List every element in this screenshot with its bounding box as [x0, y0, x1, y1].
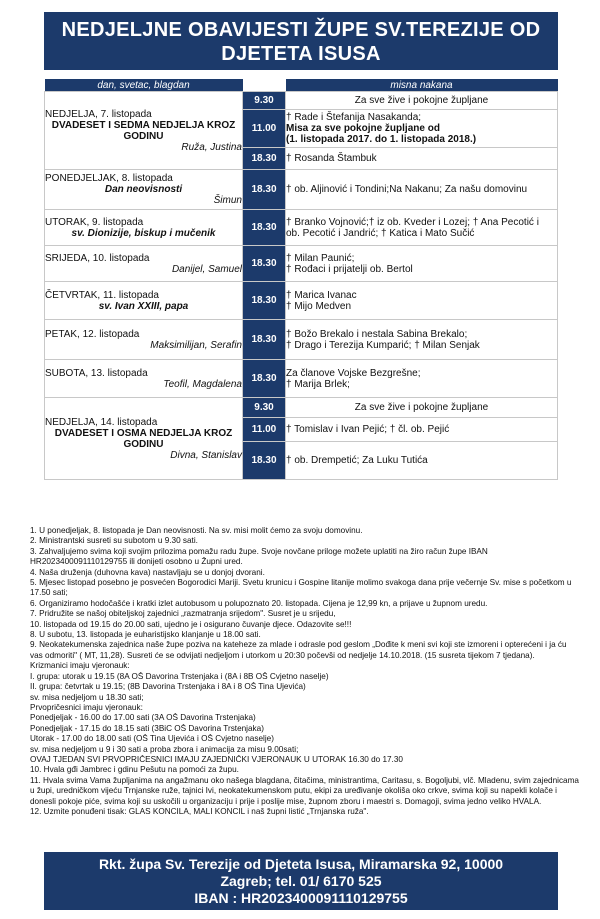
intention-line: ob. Pecotić i Jandrić; † Katica i Mato Sučić	[286, 227, 475, 239]
announcement-line: II. grupa: četvrtak u 19.15; (8B Davorina Trstenjaka i 8A i 8 OŠ Tina Ujevića)	[30, 682, 306, 692]
mass-time: 18.30	[243, 170, 286, 210]
mass-row	[45, 282, 558, 320]
intention-line: † Marica Ivanac	[286, 289, 357, 301]
mass-row	[45, 320, 558, 360]
day-cell	[45, 282, 243, 320]
mass-intention	[286, 110, 558, 148]
announcement-line: 1. U ponedjeljak, 8. listopada je Dan neovisnosti. Na sv. misi molit ćemo za svoju domovinu.	[30, 526, 363, 535]
intention-line: † Branko Vojnović;† iz ob. Kveder i Lozej; † Ana Pecotić i	[286, 216, 539, 228]
mass-time: 18.30	[243, 282, 286, 320]
intention-line: † Božo Brekalo i nestala Sabina Brekalo;	[286, 328, 468, 340]
mass-schedule-table	[44, 79, 558, 480]
mass-intention	[286, 282, 558, 320]
day-cell	[45, 398, 243, 480]
col-header-day: dan, svetac, blagdan	[45, 79, 243, 92]
day-saint: Šimun	[213, 195, 242, 206]
mass-time: 11.00	[243, 418, 286, 442]
announcement-line: OVAJ TJEDAN SVI PRVOPRIČESNICI IMAJU ZAJEDNIČKI VJERONAUK U UTORAK 16.30 do 17.30	[30, 754, 403, 764]
intention-line: † Milan Paunić;	[286, 252, 355, 264]
footer-phone: Zagreb; tel. 01/ 6170 525	[220, 873, 382, 889]
bulletin-title	[44, 12, 558, 70]
day-saint: Divna, Stanislav	[170, 449, 242, 461]
day-name: PETAK, 12. listopada	[45, 328, 140, 340]
announcement-line: vas odmoriti" ( MT, 11,28). Susreti će se odvijati nedjeljom i utorkom u 20:30 počevši od nedjelje 14.10.2018. (15 susreta tijekom 7 tjedana).	[30, 650, 535, 660]
day-name: SUBOTA, 13. listopada	[45, 367, 148, 379]
announcement-line: Ponedjeljak - 17.15 do 18.15 sati (3BiC OŠ Davorina Trstenjaka)	[30, 723, 264, 733]
day-saint: Teofil, Magdalena	[163, 378, 242, 390]
day-feast: DVADESET I SEDMA NEDJELJA KROZ GODINU	[51, 119, 236, 142]
mass-intention	[286, 442, 558, 480]
mass-intention	[286, 92, 558, 110]
intention-line: † Drago i Terezija Kumparić; † Milan Senjak	[286, 339, 480, 351]
footer-iban: IBAN : HR2023400091110129755	[194, 890, 408, 906]
announcement-line: 10. listopada od 19.15 do 20.00 sati, ujedno je i osigurano čuvanje djece. Odazovite se!!!	[30, 619, 352, 629]
announcement-line: sv. misa nedjeljom u 18.30 sati;	[30, 692, 144, 702]
parish-footer	[44, 852, 558, 910]
intention-line: Za sve žive i pokojne župljane	[354, 402, 489, 413]
day-feast: DVADESET I OSMA NEDJELJA KROZ GODINU	[54, 427, 233, 450]
day-name: UTORAK, 9. listopada	[45, 216, 144, 228]
day-feast: sv. Ivan XXIII, papa	[98, 300, 189, 312]
mass-time: 18.30	[243, 320, 286, 360]
mass-row	[45, 170, 558, 210]
day-name: ČETVRTAK, 11. listopada	[45, 289, 159, 301]
announcement-line: 3. Zahvaljujemo svima koji svojim prilozima pomažu radu župe. Svoje novčane priloge možete uplatiti na žiro račun župe IBAN	[30, 546, 488, 556]
mass-time: 18.30	[243, 442, 286, 480]
mass-row	[45, 398, 558, 418]
intention-line: Misa za sve pokojne župljane od	[286, 123, 440, 134]
announcement-line: Utorak - 17.00 do 18.00 sati (OŠ Tina Ujevića i OŠ Cvjetno naselje)	[30, 734, 274, 744]
announcement-line: HR2023400091110129755 ili donijeti osobno u Župni ured.	[30, 557, 243, 567]
mass-time: 18.30	[243, 246, 286, 282]
announcement-line: 6. Organiziramo hodočašće i kratki izlet autobusom u polupoznato 20. listopada. Cijena je 12,99 kn, a prijave u župnom uredu.	[30, 598, 488, 608]
day-cell	[45, 246, 243, 282]
intention-line: † Tomislav i Ivan Pejić; † čl. ob. Pejić	[286, 424, 450, 435]
announcement-line: 17.50 sati;	[30, 588, 68, 598]
intention-line: † Rade i Štefanija Nasakanda;	[286, 112, 422, 123]
day-name: NEDJELJA, 7. listopada	[45, 108, 152, 120]
intention-line: † ob. Aljinović i Tondini;Na Nakanu; Za našu domovinu	[286, 184, 528, 195]
announcement-line: u župi, uredničkom vijeću Trnjanske ruže, tajnici Ivi, neokatekumenskom putu, ekipi za uređivanje okoliša oko crkve, svima koji su napekli kolače i	[30, 786, 557, 796]
announcement-line: 5. Mjesec listopad posebno je posvećen Bogorodici Mariji. Svetu krunicu i Gospine litanije molimo svakoga dana prije večernje Sv. mise s početkom u	[30, 578, 572, 588]
day-name: PONEDJELJAK, 8. listopada	[45, 173, 173, 184]
col-header-intent: misna nakana	[286, 79, 558, 92]
day-cell	[45, 92, 243, 170]
mass-intention	[286, 418, 558, 442]
mass-intention	[286, 360, 558, 398]
mass-row	[45, 360, 558, 398]
intention-line: Za članove Vojske Bezgrešne;	[286, 367, 421, 379]
announcement-line: donesli pokoje piće, svima koji su uskočili u organizaciju i prije i poslije mise, župnom zboru i maestri s. Domagoji, svima jedno veliko HVALA.	[30, 796, 542, 806]
intention-line: Za sve žive i pokojne župljane	[354, 95, 489, 106]
intention-line: † Rođaci i prijatelji ob. Bertol	[286, 263, 413, 275]
mass-time: 9.30	[243, 398, 286, 418]
day-saint: Maksimilijan, Serafin	[150, 339, 242, 351]
announcement-line: 2. Ministrantski susreti su subotom u 9.30 sati.	[30, 536, 198, 546]
announcement-line: 12. Uzmite ponuđeni tisak: GLAS KONCILA, MALI KONCIL i naš župni listić „Trnjanska ruža".	[30, 806, 369, 816]
intention-line: † Rosanda Štambuk	[286, 153, 377, 164]
announcement-line: 10. Hvala gđi Jambrec i gdinu Pešutu na pomoći za župu.	[30, 765, 239, 775]
schedule-body	[45, 92, 558, 480]
mass-time: 9.30	[243, 92, 286, 110]
col-header-time	[243, 79, 286, 92]
mass-time: 11.00	[243, 110, 286, 148]
mass-intention	[286, 246, 558, 282]
announcement-line: 7. Pridružite se našoj obiteljskoj zajednici „razmatranja srijedom". Susret je u srijedu,	[30, 609, 336, 619]
day-feast: Dan neovisnosti	[104, 184, 183, 195]
announcement-line: Krizmanici imaju vjeronauk:	[30, 661, 130, 671]
day-cell	[45, 360, 243, 398]
intention-line: † ob. Drempetić; Za Luku Tutića	[286, 455, 428, 466]
day-cell	[45, 210, 243, 246]
title-line-1: NEDJELJNE OBAVIJESTI ŽUPE SV.TEREZIJE OD	[61, 19, 541, 41]
announcement-line: Prvopričesnici imaju vjeronauk:	[30, 702, 143, 712]
announcement-line: 4. Naša druženja (duhovna kava) nastavljaju se u donjoj dvorani.	[30, 567, 265, 577]
mass-time: 18.30	[243, 148, 286, 170]
mass-intention	[286, 170, 558, 210]
day-name: SRIJEDA, 10. listopada	[45, 252, 150, 264]
day-saint: Danijel, Samuel	[171, 263, 242, 275]
announcement-line: 8. U subotu, 13. listopada je euharistijsko klanjanje u 18.00 sati.	[30, 630, 261, 640]
announcement-line: 9. Neokatekumenska zajednica naše župe poziva na kateheze za mlade i odrasle pod geslom „Dođite k meni svi koji ste izmoreni i opterećeni i ja ću	[30, 640, 567, 650]
mass-intention	[286, 148, 558, 170]
announcement-line: Ponedjeljak - 16.00 do 17.00 sati (3A OŠ Davorina Trstenjaka)	[30, 713, 256, 723]
mass-time: 18.30	[243, 360, 286, 398]
day-cell	[45, 320, 243, 360]
intention-line: † Marija Brlek;	[286, 378, 350, 390]
mass-row	[45, 92, 558, 110]
mass-row	[45, 210, 558, 246]
announcements	[30, 526, 580, 817]
mass-intention	[286, 210, 558, 246]
announcement-line: sv. misa nedjeljom u 9 i 30 sati a proba zbora i animacija za misu 9.00sati;	[30, 744, 299, 754]
day-cell	[45, 170, 243, 210]
intention-line: † Mijo Medven	[286, 300, 352, 312]
mass-time: 18.30	[243, 210, 286, 246]
day-feast: sv. Dionizije, biskup i mučenik	[71, 227, 216, 239]
mass-intention	[286, 320, 558, 360]
announcement-line: 11. Hvala svima Vama župljanima na angažmanu oko našega blagdana, čitačima, ministrantima, Caritasu, s. Bogoljubi, vlč. Mladenu, svim zajednicama	[30, 775, 579, 785]
mass-row	[45, 246, 558, 282]
announcement-line: I. grupa: utorak u 19.15 (8A OŠ Davorina Trstenjaka i (8A i 8B OŠ Cvjetno naselje)	[30, 671, 329, 681]
day-saint: Ruža, Justina	[181, 141, 242, 153]
intention-line: (1. listopada 2017. do 1. listopada 2018.)	[286, 134, 477, 145]
footer-address: Rkt. župa Sv. Terezije od Djeteta Isusa, Miramarska 92, 10000	[98, 856, 504, 872]
title-line-2: DJETETA ISUSA	[221, 43, 381, 65]
mass-intention	[286, 398, 558, 418]
day-name: NEDJELJA, 14. listopada	[45, 416, 158, 428]
